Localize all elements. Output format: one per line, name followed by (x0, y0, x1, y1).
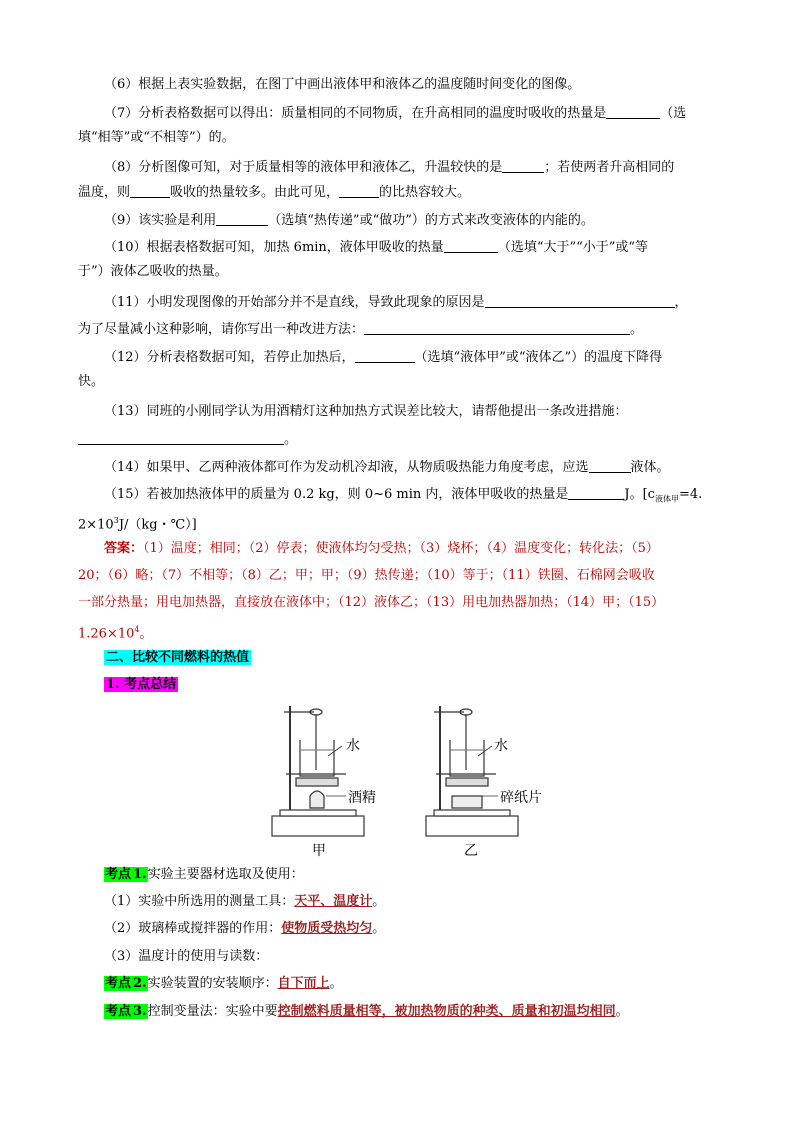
question-7: （7）分析表格数据可以得出：质量相同的不同物质，在升高相同的温度时吸收的热量是 （选 (104, 106, 687, 121)
question-13: （13）同班的小刚同学认为用酒精灯这种加热方式误差比较大，请帮他提出一条改进措施： (104, 404, 628, 419)
answer-line-3: 一部分热量；用电加热器，直接放在液体中；（12）液体乙；（13）用电加热器加热；（14）甲；（15） (78, 595, 665, 610)
answer-blank (78, 430, 284, 445)
answer-line-1: 答案：（1）温度；相同；（2）停表；使液体均匀受热；（3）烧杯；（4）温度变化；转化法；（5） (104, 541, 659, 556)
point-1-item-1: （1）实验中所选用的测量工具：天平、温度计。 (104, 894, 386, 909)
subsection-heading: 1. 考点总结 (106, 677, 177, 692)
question-13-cont: 。 (78, 430, 297, 449)
answer-blank (606, 104, 660, 119)
beaker (300, 740, 334, 776)
base-top (280, 810, 356, 816)
question-8-cont: 温度，则 吸收的热量较多。由此可见， 的比热容较大。 (78, 185, 471, 200)
question-10-cont: 于”）液体乙吸收的热量。 (78, 264, 228, 279)
answer-blank (130, 183, 170, 198)
answer-blank (339, 183, 379, 198)
point-1-item-2: （2）玻璃棒或搅拌器的作用：使物质受热均匀。 (104, 921, 386, 936)
question-12-cont: 快。 (78, 374, 105, 389)
apparatus-left (272, 706, 364, 836)
answer-blank (216, 211, 268, 226)
caption-left: 甲 (312, 843, 326, 859)
question-12: （12）分析表格数据可知，若停止加热后， （选填“液体甲”或“液体乙”）的温度下降得 (104, 350, 663, 365)
answer-blank (485, 293, 675, 308)
answer-blank (355, 348, 415, 363)
point-3: 考点 3.控制变量法：实验中要控制燃料质量相等，被加热物质的种类、质量和初温均相同。 (105, 1004, 629, 1019)
question-7-cont: 填“相等”或“不相等”）的。 (78, 130, 235, 145)
apparatus-right (426, 706, 518, 836)
wire-gauze (296, 778, 338, 786)
label-fuel-left: 酒精 (348, 790, 376, 806)
label-water-right: 水 (494, 738, 508, 754)
answer-blank (444, 238, 498, 253)
alcohol-lamp (310, 791, 324, 808)
pointer-water (478, 746, 492, 756)
question-15-cont: $2\times 10^3J/(kg$・℃）] (78, 516, 197, 533)
answer-line-2: 20；（6）略；（7）不相等；（8）乙；甲；甲；（9）热传递；（10）等于；（11）铁圈、石棉网会吸收 (78, 568, 655, 583)
answer-blank (568, 485, 624, 500)
beaker (450, 740, 484, 776)
question-11: （11）小明发现图像的开始部分并不是直线，导致此现象的原因是 ， (104, 295, 688, 310)
question-15: （15）若被加热液体甲的质量为 0.2 kg，则 0~6 min 内，液体甲吸收的热量是 J。[$c_{液体甲}=4$. (104, 487, 703, 504)
section-heading: 二、比较不同燃料的热值 (106, 650, 250, 665)
pointer-water (328, 746, 342, 756)
answer-blank (502, 158, 544, 173)
base-plate (272, 816, 364, 836)
question-8: （8）分析图像可知，对于质量相等的液体甲和液体乙，升温较快的是 ；若使两者升高相同的 (104, 160, 675, 175)
label-fuel-right: 碎纸片 (500, 790, 542, 806)
question-11-cont: 为了尽量减小这种影响，请你写出一种改进方法： 。 (78, 322, 644, 337)
base-plate (426, 816, 518, 836)
question-9: （9）该实验是利用 （选填“热传递”或“做功”）的方式来改变液体的内能的。 (104, 213, 594, 228)
answer-blank (589, 458, 631, 473)
answer-blank (364, 320, 630, 335)
question-10: （10）根据表格数据可知，加热 6min，液体甲吸收的热量 （选填“大于”“小于”或“等 (104, 240, 649, 255)
question-6: （6）根据上表实验数据，在图丁中画出液体甲和液体乙的温度随时间变化的图像。 (104, 77, 581, 92)
answer-line-4: $1.26\times 10^4$。 (78, 625, 153, 642)
point-1: 考点 1.实验主要器材选取及使用： (105, 867, 304, 882)
fuel-dish (452, 796, 482, 808)
caption-right: 乙 (464, 843, 478, 859)
point-2: 考点 2.实验装置的安装顺序：自下而上。 (105, 976, 343, 991)
base-top (434, 810, 510, 816)
wire-gauze (446, 778, 488, 786)
point-1-item-3: （3）温度计的使用与读数： (104, 949, 269, 964)
question-14: （14）如果甲、乙两种液体都可作为发动机冷却液，从物质吸热能力角度考虑，应选 液体。 (104, 460, 670, 475)
apparatus-figure (266, 700, 566, 860)
label-water-left: 水 (346, 738, 360, 754)
